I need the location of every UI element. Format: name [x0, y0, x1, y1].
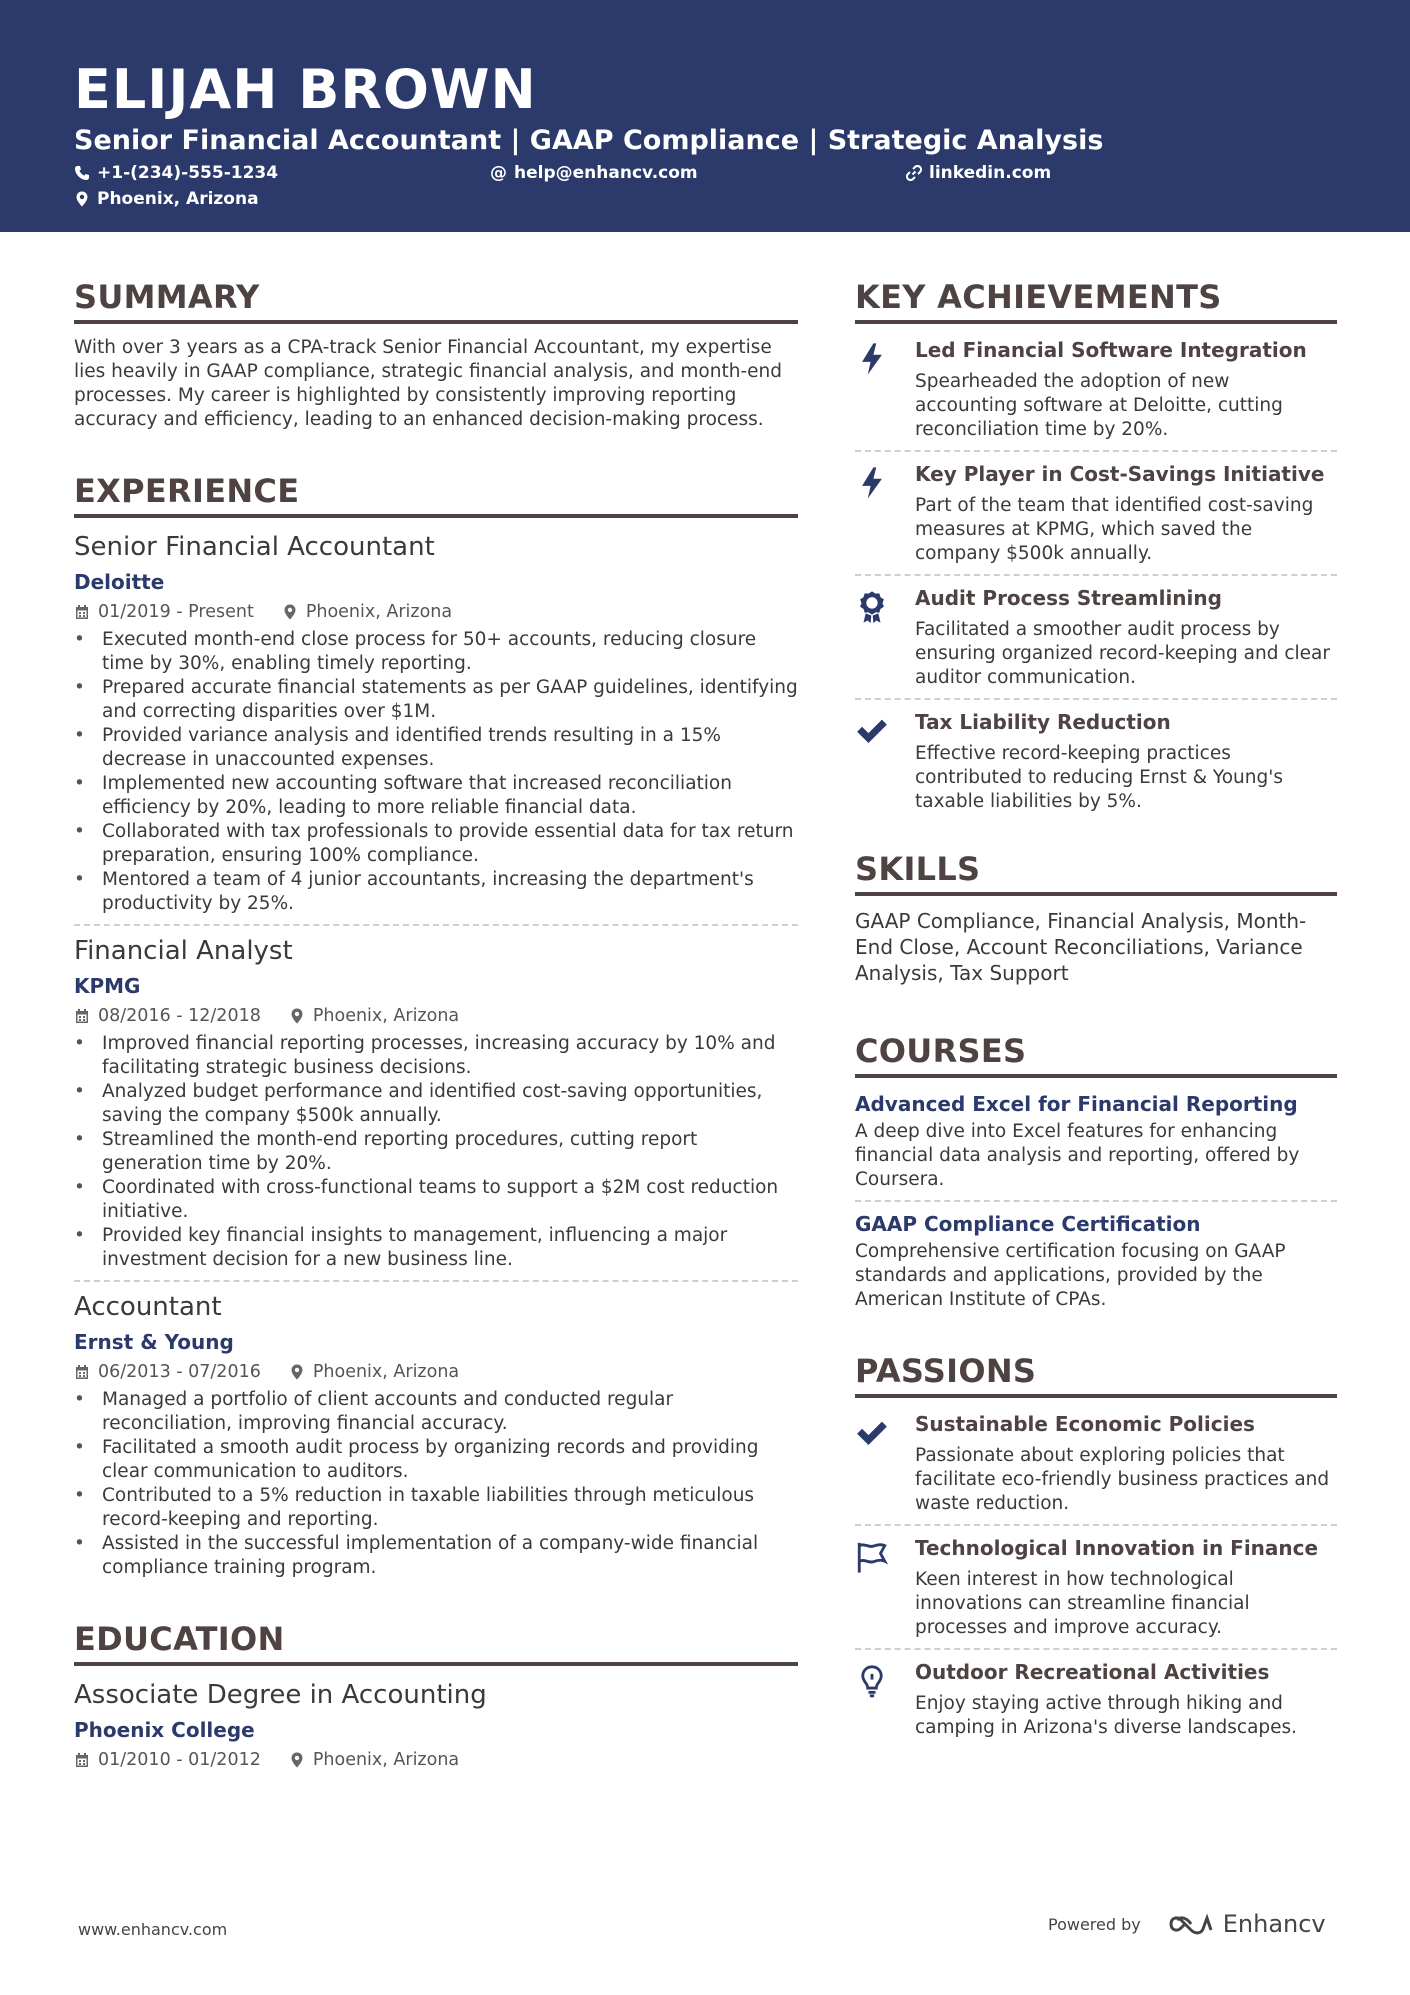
lightbulb-icon — [855, 1664, 889, 1698]
job-title: Accountant — [74, 1292, 222, 1322]
skills-list: GAAP Compliance, Financial Analysis, Month-End Close, Account Reconciliations, Variance Analysis, Tax Support — [855, 909, 1307, 985]
award-ribbon-icon — [855, 590, 889, 624]
job-meta — [74, 1004, 798, 1028]
section-divider — [855, 892, 1337, 896]
footer-branding — [1048, 1910, 1326, 1938]
job-bullet: • Provided key financial insights to management, influencing a major investment decision for a new business line. — [74, 1224, 798, 1272]
job-bullet: • Implemented new accounting software that increased reconciliation efficiency by 20%, leading to more reliable financial data. — [74, 772, 798, 820]
course-item — [855, 1090, 1337, 1192]
education-meta — [74, 1748, 798, 1772]
entry-divider — [855, 574, 1337, 576]
job-location — [289, 1004, 459, 1028]
contact-linkedin[interactable] — [906, 160, 1051, 186]
calendar-icon — [74, 604, 90, 620]
section-divider — [855, 1074, 1337, 1078]
job-meta — [74, 600, 798, 624]
school-name: Phoenix College — [74, 1718, 255, 1742]
job-bullet: • Executed month-end close process for 50+ accounts, reducing closure time by 30%, enabling timely reporting. — [74, 628, 798, 676]
job-bullets — [74, 1388, 798, 1580]
course-title: Advanced Excel for Financial Reporting — [855, 1092, 1298, 1116]
entry-divider — [855, 450, 1337, 452]
skills-section — [855, 848, 1337, 986]
section-title-passions: PASSIONS — [855, 1352, 1037, 1390]
passion-title: Technological Innovation in Finance — [915, 1536, 1319, 1560]
job-bullets — [74, 1032, 798, 1272]
left-column — [74, 276, 798, 1772]
courses-section — [855, 1030, 1337, 1312]
job-entry — [74, 1290, 798, 1580]
map-pin-icon — [289, 1364, 305, 1380]
calendar-icon — [74, 1752, 90, 1768]
entry-divider — [855, 1524, 1337, 1526]
company-name: Deloitte — [74, 570, 165, 594]
passion-desc: Passionate about exploring policies that facilitate eco-friendly business practices and waste reduction. — [915, 1445, 1330, 1514]
job-bullet: • Prepared accurate financial statements as per GAAP guidelines, identifying and correcting disparities over $1M. — [74, 676, 798, 724]
achievement-item — [855, 460, 1337, 566]
candidate-headline: Senior Financial Accountant | GAAP Compliance | Strategic Analysis — [74, 125, 1104, 156]
brand-name: Enhancv — [1222, 1910, 1326, 1938]
summary-section — [74, 276, 798, 432]
map-pin-icon — [74, 191, 90, 207]
flag-icon — [855, 1540, 889, 1574]
job-bullet: • Mentored a team of 4 junior accountants, increasing the department's productivity by 25%. — [74, 868, 798, 916]
job-location-text: Phoenix, Arizona — [305, 602, 453, 622]
degree-title: Associate Degree in Accounting — [74, 1680, 487, 1710]
job-bullet: • Provided variance analysis and identified trends resulting in a 15% decrease in unaccounted expenses. — [74, 724, 798, 772]
contact-email[interactable] — [490, 160, 698, 186]
passion-item — [855, 1658, 1337, 1740]
passion-desc: Enjoy staying active through hiking and camping in Arizona's diverse landscapes. — [915, 1693, 1298, 1738]
achievement-title: Led Financial Software Integration — [915, 338, 1307, 362]
job-bullet: • Contributed to a 5% reduction in taxable liabilities through meticulous record-keeping and reporting. — [74, 1484, 798, 1532]
calendar-icon — [74, 1364, 90, 1380]
education-dates: 01/2010 - 01/2012 — [98, 1750, 261, 1770]
lightning-icon — [855, 466, 889, 500]
location-text: Phoenix, Arizona — [97, 189, 259, 209]
header-banner — [0, 0, 1410, 232]
infinity-logo-icon — [1167, 1912, 1215, 1936]
linkedin-text: linkedin.com — [929, 163, 1052, 183]
section-divider — [855, 1394, 1337, 1398]
achievement-desc: Effective record-keeping practices contributed to reducing Ernst & Young's taxable liabilities by 5%. — [915, 743, 1283, 812]
section-title-courses: COURSES — [855, 1032, 1027, 1070]
email-text: help@enhancv.com — [514, 163, 698, 183]
achievement-title: Audit Process Streamlining — [915, 586, 1222, 610]
job-entry — [74, 934, 798, 1272]
job-bullet: • Streamlined the month-end reporting procedures, cutting report generation time by 20%. — [74, 1128, 798, 1176]
job-bullet: • Collaborated with tax professionals to provide essential data for tax return preparation, ensuring 100% compliance. — [74, 820, 798, 868]
entry-divider — [855, 1648, 1337, 1650]
job-bullets — [74, 628, 798, 916]
contact-location — [74, 186, 259, 212]
job-location-text: Phoenix, Arizona — [312, 1362, 460, 1382]
section-divider — [74, 1662, 798, 1666]
entry-divider — [855, 1200, 1337, 1202]
section-title-achievements: KEY ACHIEVEMENTS — [855, 278, 1222, 316]
job-dates: 06/2013 - 07/2016 — [98, 1362, 261, 1382]
education-location — [289, 1748, 459, 1772]
achievement-title: Tax Liability Reduction — [915, 710, 1171, 734]
achievement-item — [855, 708, 1337, 814]
summary-text: With over 3 years as a CPA-track Senior Financial Accountant, my expertise lies heavily in GAAP compliance, strategic financial analysis, and month-end processes. My career is highlighted by consistently improving reporting accuracy and efficiency, leading to an enhanced decision-making process. — [74, 337, 782, 430]
course-desc: Comprehensive certification focusing on GAAP standards and applications, provided by the American Institute of CPAs. — [855, 1241, 1286, 1310]
company-name: KPMG — [74, 974, 141, 998]
enhancv-logo[interactable] — [1167, 1910, 1326, 1938]
experience-section — [74, 470, 798, 1580]
map-pin-icon — [289, 1752, 305, 1768]
section-divider — [855, 320, 1337, 324]
course-item — [855, 1210, 1337, 1312]
job-location — [282, 600, 452, 624]
achievement-desc: Spearheaded the adoption of new accounting software at Deloitte, cutting reconciliation time by 20%. — [915, 371, 1283, 440]
section-divider — [74, 514, 798, 518]
section-divider — [74, 320, 798, 324]
job-location — [289, 1360, 459, 1384]
achievements-section — [855, 276, 1337, 814]
section-title-education: EDUCATION — [74, 1620, 285, 1658]
section-title-summary: SUMMARY — [74, 278, 260, 316]
entry-divider — [855, 698, 1337, 700]
passion-title: Sustainable Economic Policies — [915, 1412, 1255, 1436]
contact-phone[interactable] — [74, 160, 278, 186]
job-bullet: • Facilitated a smooth audit process by organizing records and providing clear communication to auditors. — [74, 1436, 798, 1484]
phone-icon — [74, 165, 90, 181]
lightning-icon — [855, 342, 889, 376]
passion-item — [855, 1534, 1337, 1640]
right-column — [855, 276, 1337, 1740]
company-name: Ernst & Young — [74, 1330, 234, 1354]
achievement-desc: Facilitated a smoother audit process by ensuring organized record-keeping and clear auditor communication. — [915, 619, 1330, 688]
map-pin-icon — [289, 1008, 305, 1024]
job-bullet: • Managed a portfolio of client accounts and conducted regular reconciliation, improving financial accuracy. — [74, 1388, 798, 1436]
job-bullet: • Assisted in the successful implementation of a company-wide financial compliance training program. — [74, 1532, 798, 1580]
passion-title: Outdoor Recreational Activities — [915, 1660, 1270, 1684]
job-bullet: • Analyzed budget performance and identified cost-saving opportunities, saving the company $500k annually. — [74, 1080, 798, 1128]
job-entry — [74, 530, 798, 916]
job-dates: 01/2019 - Present — [98, 602, 254, 622]
section-title-experience: EXPERIENCE — [74, 472, 300, 510]
link-icon — [906, 165, 922, 181]
achievement-item — [855, 584, 1337, 690]
entry-divider — [74, 924, 798, 926]
phone-text: +1-(234)-555-1234 — [97, 163, 279, 183]
passions-section — [855, 1350, 1337, 1740]
checkmark-icon — [855, 1416, 889, 1450]
passion-item — [855, 1410, 1337, 1516]
job-location-text: Phoenix, Arizona — [312, 1006, 460, 1026]
education-section — [74, 1618, 798, 1772]
passion-desc: Keen interest in how technological innovations can streamline financial processes and improve accuracy. — [915, 1569, 1250, 1638]
course-desc: A deep dive into Excel features for enhancing financial data analysis and reporting, offered by Coursera. — [855, 1121, 1300, 1190]
achievement-desc: Part of the team that identified cost-saving measures at KPMG, which saved the company $500k annually. — [915, 495, 1314, 564]
entry-divider — [74, 1280, 798, 1282]
job-title: Financial Analyst — [74, 936, 293, 966]
job-meta — [74, 1360, 798, 1384]
job-title: Senior Financial Accountant — [74, 532, 435, 562]
powered-by-text: Powered by — [1048, 1914, 1141, 1934]
calendar-icon — [74, 1008, 90, 1024]
checkmark-icon — [855, 714, 889, 748]
candidate-name: ELIJAH BROWN — [74, 58, 537, 121]
at-icon: @ — [490, 163, 507, 183]
contact-info — [74, 160, 1336, 216]
section-title-skills: SKILLS — [855, 850, 981, 888]
footer-website[interactable]: www.enhancv.com — [78, 1920, 228, 1939]
education-location-text: Phoenix, Arizona — [312, 1750, 460, 1770]
job-bullet: • Improved financial reporting processes, increasing accuracy by 10% and facilitating strategic business decisions. — [74, 1032, 798, 1080]
course-title: GAAP Compliance Certification — [855, 1212, 1201, 1236]
job-bullet: • Coordinated with cross-functional teams to support a $2M cost reduction initiative. — [74, 1176, 798, 1224]
achievement-title: Key Player in Cost-Savings Initiative — [915, 462, 1325, 486]
achievement-item — [855, 336, 1337, 442]
map-pin-icon — [282, 604, 298, 620]
job-dates: 08/2016 - 12/2018 — [98, 1006, 261, 1026]
